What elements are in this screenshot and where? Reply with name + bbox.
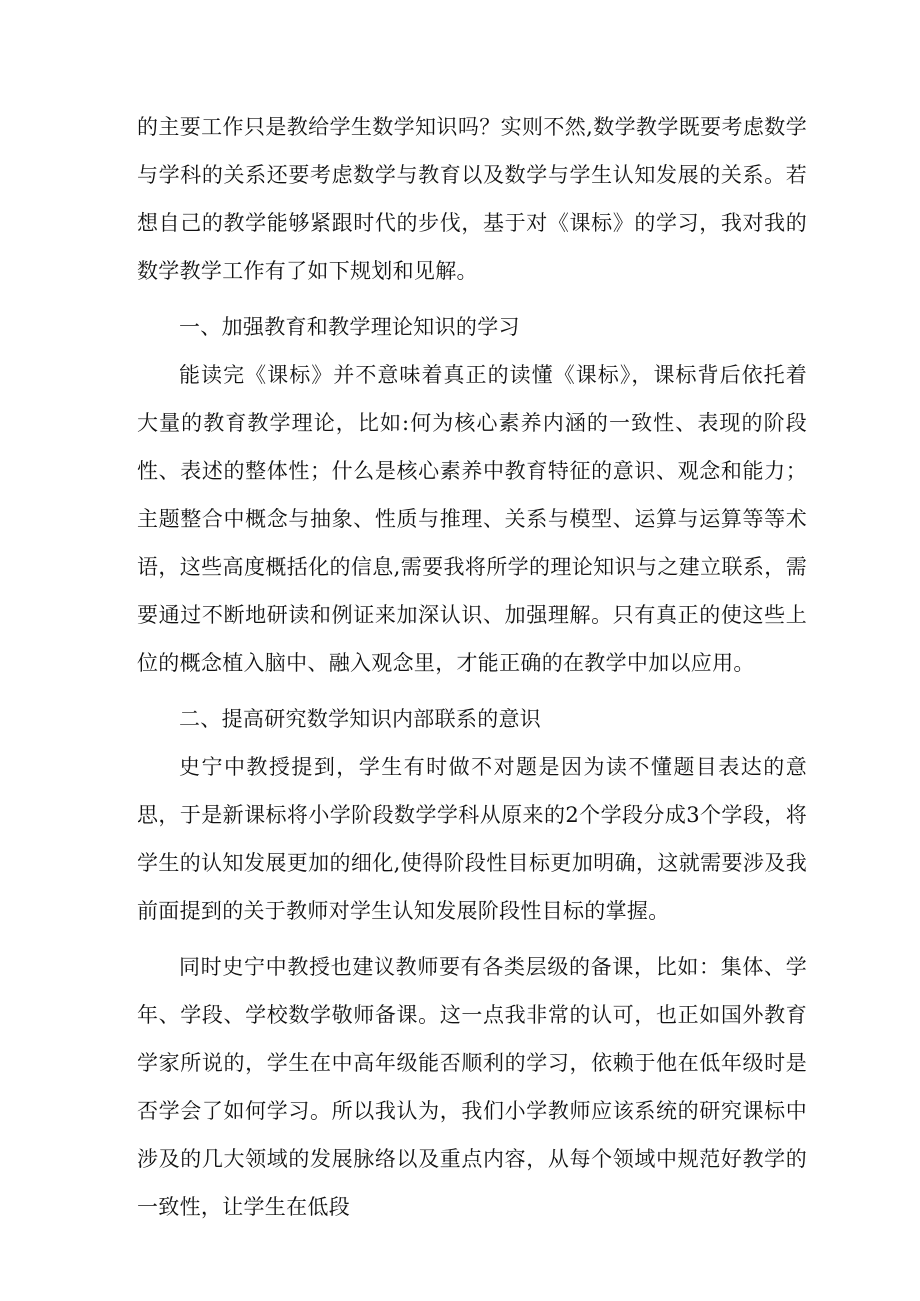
document-body	[137, 103, 807, 1231]
paragraph-section-2: 史宁中教授提到，学生有时做不对题是因为读不懂题目表达的意思，于是新课标将小学阶段数学学科从原来的2个学段分成3个学段，将学生的认知发展更加的细化,使得阶段性目标更加明确，这就需要涉及我前面提到的关于教师对学生认知发展阶段性目标的掌握。	[137, 755, 807, 923]
paragraph-section-1: 能读完《课标》并不意味着真正的读懂《课标》，课标背后依托着大量的教育教学理论，比如:何为核心素养内涵的一致性、表现的阶段性、表述的整体性；什么是核心素养中教育特征的意识、观念和能力；主题整合中概念与抽象、性质与推理、关系与模型、运算与运算等等术语，这些高度概括化的信息,需要我将所学的理论知识与之建立联系，需要通过不断地研读和例证来加深认识、加强理解。只有真正的使这些上位的概念植入脑中、融入观念里，才能正确的在教学中加以应用。	[137, 363, 807, 675]
section-heading-1: 一、加强教育和教学理论知识的学习	[179, 315, 520, 339]
section-heading-2: 二、提高研究数学知识内部联系的意识	[179, 707, 542, 731]
paragraph-section-2-cont: 同时史宁中教授也建议教师要有各类层级的备课，比如：集体、学年、学段、学校数学敬师备课。这一点我非常的认可，也正如国外教育学家所说的，学生在中高年级能否顺利的学习，依赖于他在低年级时是否学会了如何学习。所以我认为，我们小学教师应该系统的研究课标中涉及的几大领域的发展脉络以及重点内容，从每个领域中规范好教学的一致性，让学生在低段	[137, 955, 807, 1219]
paragraph-intro: 的主要工作只是教给学生数学知识吗？实则不然,数学教学既要考虑数学与学科的关系还要考虑数学与教育以及数学与学生认知发展的关系。若想自己的教学能够紧跟时代的步伐，基于对《课标》的学习，我对我的数学教学工作有了如下规划和见解。	[137, 115, 807, 283]
